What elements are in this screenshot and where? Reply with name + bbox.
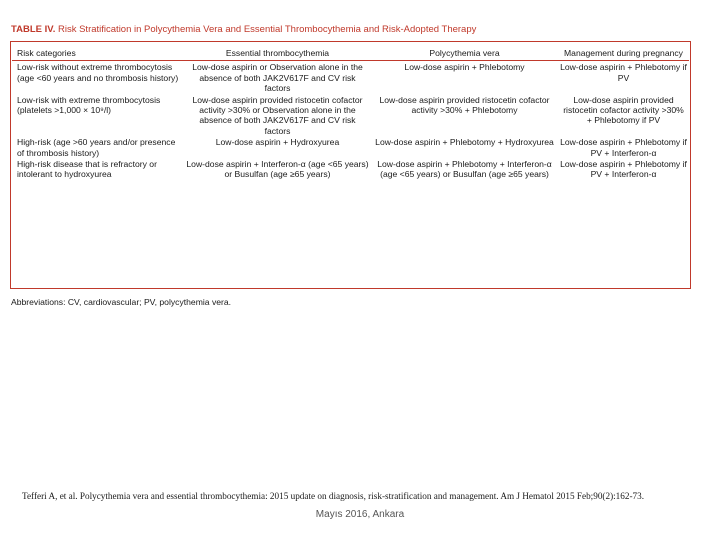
table-cell: Low-dose aspirin or Observation alone in the absence of both JAK2V617F and CV risk factors: [192, 62, 363, 94]
table-row: [12, 61, 689, 94]
table-row: [12, 158, 689, 180]
risk-stratification-table: [12, 48, 689, 180]
table-cell: Low-dose aspirin + Phlebotomy if PV: [560, 62, 687, 83]
table-header-row: [12, 48, 689, 61]
header-management-pregnancy: Management during pregnancy: [558, 48, 689, 61]
table-cell: Low-risk with extreme thrombocytosis (platelets >1,000 × 10⁹/l): [17, 94, 161, 116]
table-cell: High-risk disease that is refractory or intolerant to hydroxyurea: [17, 159, 157, 180]
header-essential-thrombocythemia: Essential thrombocythemia: [184, 48, 371, 61]
table-cell: Low-dose aspirin provided ristocetin cofactor activity >30% + Phlebotomy if PV: [563, 94, 684, 126]
table-cell: Low-risk without extreme thrombocytosis (age <60 years and no thrombosis history): [17, 62, 179, 83]
table-row: [12, 94, 689, 137]
table-caption: Risk Stratification in Polycythemia Vera and Essential Thrombocythemia and Risk-Adopted Therapy: [57, 24, 477, 35]
header-risk-categories: Risk categories: [12, 48, 184, 61]
footer-text: Mayıs 2016, Ankara: [315, 509, 405, 520]
table-cell: Low-dose aspirin + Phlebotomy if PV + Interferon-α: [560, 159, 687, 180]
header-polycythemia-vera: Polycythemia vera: [371, 48, 558, 61]
table-cell: Low-dose aspirin provided ristocetin cofactor activity >30% or Observation alone in the absence of both JAK2V617F and CV risk factors: [192, 94, 363, 136]
table-title: [11, 24, 476, 35]
citation-text: Tefferi A, et al. Polycythemia vera and essential thrombocythemia: 2015 update on diagnosis, risk-stratification and management. Am J Hematol 2015 Feb;90(2):162-73.: [22, 491, 645, 501]
table-cell: Low-dose aspirin + Hydroxyurea: [215, 137, 340, 148]
table-cell: High-risk (age >60 years and/or presence of thrombosis history): [17, 137, 176, 158]
table-cell: Low-dose aspirin + Phlebotomy + Hydroxyurea: [375, 137, 554, 148]
abbreviations-note: Abbreviations: CV, cardiovascular; PV, polycythemia vera.: [11, 297, 232, 307]
table-cell: Low-dose aspirin + Phlebotomy if PV + Interferon-α: [560, 137, 687, 158]
table-cell: Low-dose aspirin + Interferon-α (age <65 years) or Busulfan (age ≥65 years): [186, 159, 369, 180]
table-cell: Low-dose aspirin provided ristocetin cofactor activity >30% + Phlebotomy: [379, 94, 550, 116]
table-cell: Low-dose aspirin + Phlebotomy + Interferon-α (age <65 years) or Busulfan (age ≥65 years): [377, 159, 552, 180]
table-cell: Low-dose aspirin + Phlebotomy: [404, 62, 525, 73]
table-label: TABLE IV.: [11, 24, 56, 35]
table-row: [12, 136, 689, 158]
